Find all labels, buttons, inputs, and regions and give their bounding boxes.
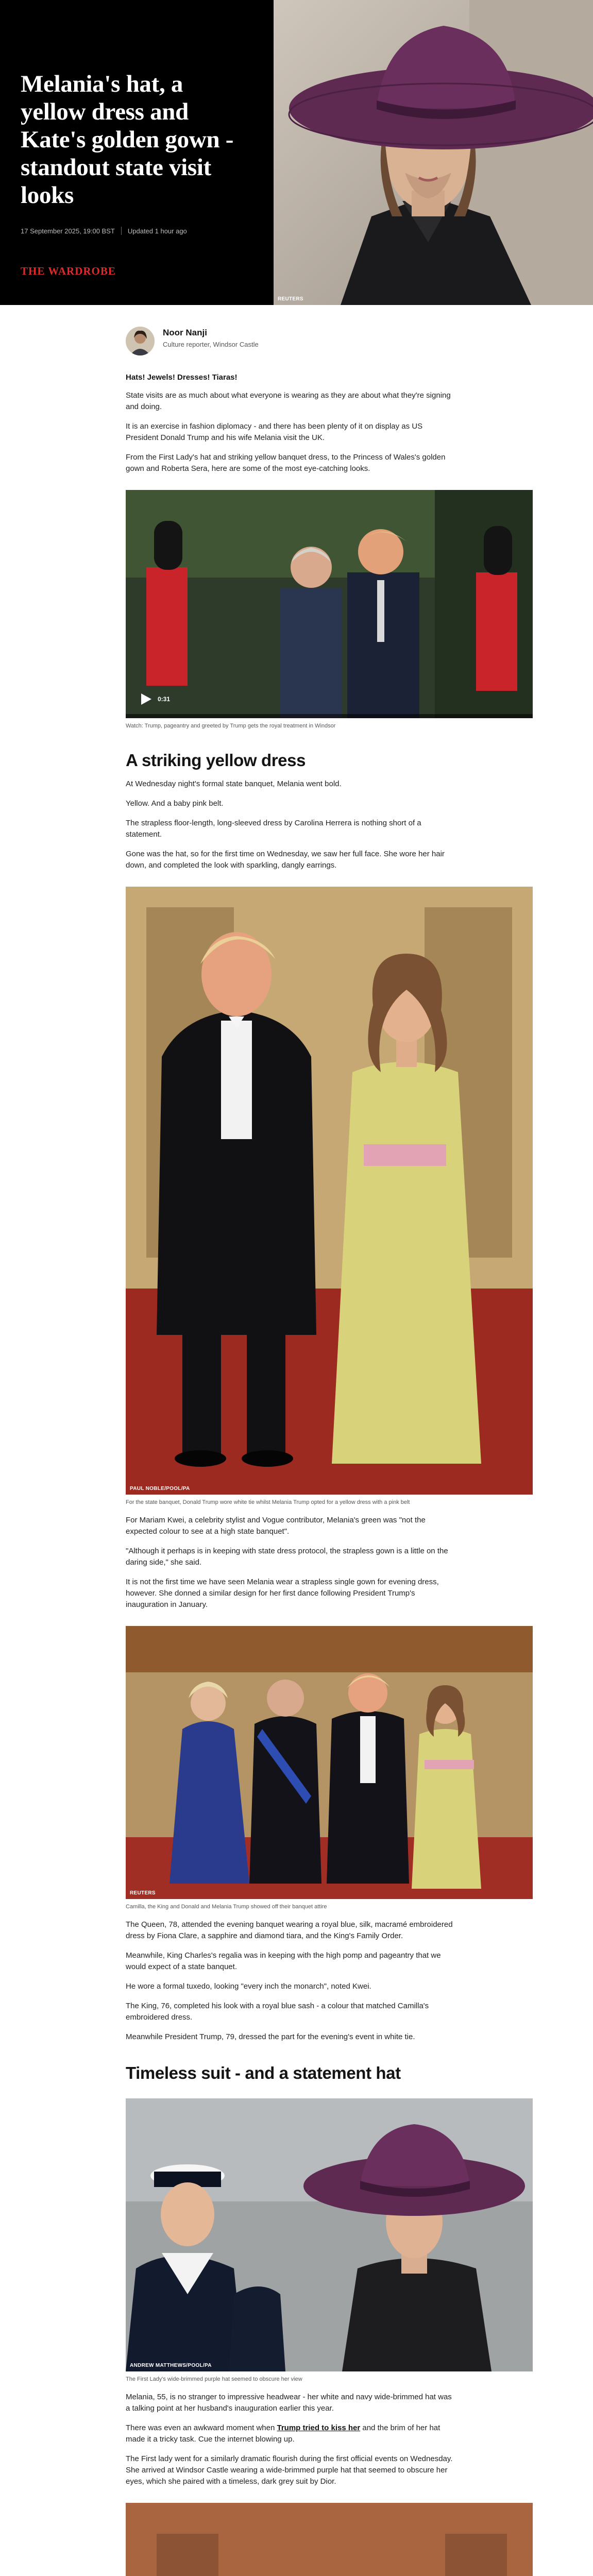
publish-date: 17 September 2025, 19:00 BST [21, 227, 115, 235]
video-player[interactable] [126, 490, 533, 718]
windsor-arrival-image [126, 2503, 533, 2576]
byline [126, 327, 455, 355]
section-heading: Timeless suit - and a statement hat [126, 2063, 401, 2082]
section-statement-hat [126, 2063, 455, 2083]
purple-hat-figure [126, 2098, 533, 2383]
image-credit: ANDREW MATTHEWS/POOL/PA [130, 2363, 212, 2368]
paragraph: "Although it perhaps is in keeping with state dress protocol, the strapless gown is a little on the daring side," she said. [126, 1547, 448, 1567]
group-banquet-figure [126, 1626, 533, 1911]
trumps-banquet-photo-illustration [126, 887, 533, 1495]
purple-hat-image [126, 2098, 533, 2371]
updated-time: Updated 1 hour ago [127, 227, 187, 235]
author-photo-icon [126, 327, 155, 355]
paragraph: He wore a formal tuxedo, looking "every inch the monarch", noted Kwei. [126, 1982, 371, 1991]
paragraph: Melania, 55, is no stranger to impressive headwear - her white and navy wide-brimmed hat was a talking point at her husband's inauguration earlier this year. [126, 2393, 452, 2413]
author-name[interactable]: Noor Nanji [163, 328, 207, 337]
image-credit: REUTERS [278, 296, 303, 302]
author-role: Culture reporter, Windsor Castle [163, 341, 259, 348]
melania-hat-portrait-illustration [274, 0, 593, 305]
paragraph: Meanwhile, King Charles's regalia was in keeping with the high pomp and pageantry that we would expect of a state banquet. [126, 1951, 441, 1971]
hero-banner [0, 0, 593, 305]
headline: Melania's hat, a yellow dress and Kate's golden gown - standout state visit looks [21, 71, 234, 209]
kate-camilla-melania-illustration [126, 2503, 533, 2576]
paragraph: Meanwhile President Trump, 79, dressed the part for the evening's event in white tie. [126, 2032, 415, 2041]
video-progress-bar[interactable] [126, 714, 533, 718]
series-brand[interactable]: THE WARDROBE [21, 265, 116, 277]
hero-text-panel [0, 0, 274, 305]
paragraph: For Mariam Kwei, a celebrity stylist and Vogue contributor, Melania's green was "not the expected colour to see at a high state banquet". [126, 1516, 426, 1536]
image-credit: REUTERS [130, 1890, 156, 1896]
intro-section [126, 373, 455, 474]
video-figure [126, 490, 533, 730]
meta-divider [121, 227, 122, 235]
paragraph: State visits are as much about what everyone is wearing as they are about what they're signing and doing. [126, 391, 451, 411]
paragraph: The King, 76, completed his look with a royal blue sash - a colour that matched Camilla's embroidered dress. [126, 2002, 429, 2022]
paragraph: The strapless floor-length, long-sleeved dress by Carolina Herrera is nothing short of a statement. [126, 819, 421, 839]
trump-kiss-link[interactable]: Trump tried to kiss her [277, 2424, 361, 2432]
royals-trumps-banquet-illustration [126, 1626, 533, 1899]
author-avatar [126, 327, 155, 355]
section-yellow-dress [126, 751, 455, 871]
group-banquet-image [126, 1626, 533, 1899]
paragraph: The Queen, 78, attended the evening banquet wearing a royal blue, silk, macramé embroidered dress by Fiona Clare, a sapphire and diamond tiara, and the King's Family Order. [126, 1920, 453, 1940]
headwear-section [126, 2392, 455, 2487]
paragraph: From the First Lady's hat and striking yellow banquet dress, to the Princess of Wales's golden gown and Roberta Sera, here are some of the most eye-catching looks. [126, 453, 446, 473]
paragraph: It is not the first time we have seen Melania wear a strapless single gown for evening dress, however. She donned a similar design for her first dance following President Trump's inauguration in January. [126, 1578, 439, 1609]
stylist-comments [126, 1515, 455, 1611]
royal-attire-section [126, 1919, 455, 2043]
paragraph-text: There was even an awkward moment when [126, 2424, 277, 2432]
video-caption: Watch: Trump, pageantry and greeted by Trump gets the royal treatment in Windsor [126, 723, 336, 729]
image-credit: PAUL NOBLE/POOL/PA [130, 1486, 190, 1492]
trump-guard-video-still [126, 490, 533, 718]
group-banquet-caption: Camilla, the King and Donald and Melania Trump showed off their banquet attire [126, 1904, 327, 1910]
section-heading: A striking yellow dress [126, 751, 306, 770]
melania-purple-hat-navy-illustration [126, 2098, 533, 2371]
windsor-arrival-figure [126, 2503, 533, 2576]
purple-hat-caption: The First Lady's wide-brimmed purple hat seemed to obscure her view [126, 2376, 302, 2382]
banquet-image [126, 887, 533, 1495]
video-duration: 0:31 [158, 696, 171, 703]
article-body [0, 305, 593, 2576]
banquet-figure [126, 887, 533, 1506]
paragraph: At Wednesday night's formal state banquet, Melania went bold. [126, 779, 342, 788]
intro-lead: Hats! Jewels! Dresses! Tiaras! [126, 373, 238, 382]
paragraph: Gone was the hat, so for the first time on Wednesday, we saw her full face. She wore her hair down, and completed the look with sparkling, dangly earrings. [126, 850, 445, 870]
paragraph: It is an exercise in fashion diplomacy - and there has been plenty of it on display as US President Donald Trump and his wife Melania visit the UK. [126, 422, 423, 442]
paragraph-with-link [126, 2422, 455, 2445]
banquet-caption: For the state banquet, Donald Trump wore white tie whilst Melania Trump opted for a yellow dress with a pink belt [126, 1499, 410, 1505]
article-meta [21, 227, 253, 235]
paragraph-text: and the brim of her hat made it a tricky task. Cue the internet blowing up. [126, 2424, 440, 2444]
play-icon[interactable] [139, 692, 153, 706]
hero-image [274, 0, 593, 305]
paragraph: Yellow. And a baby pink belt. [126, 799, 224, 808]
paragraph: The First lady went for a similarly dramatic flourish during the first official events on Wednesday. She arrived at Windsor Castle wearing a wide-brimmed purple hat that seemed to obscure her eyes, which she paired with a timeless, dark grey suit by Dior. [126, 2454, 453, 2486]
